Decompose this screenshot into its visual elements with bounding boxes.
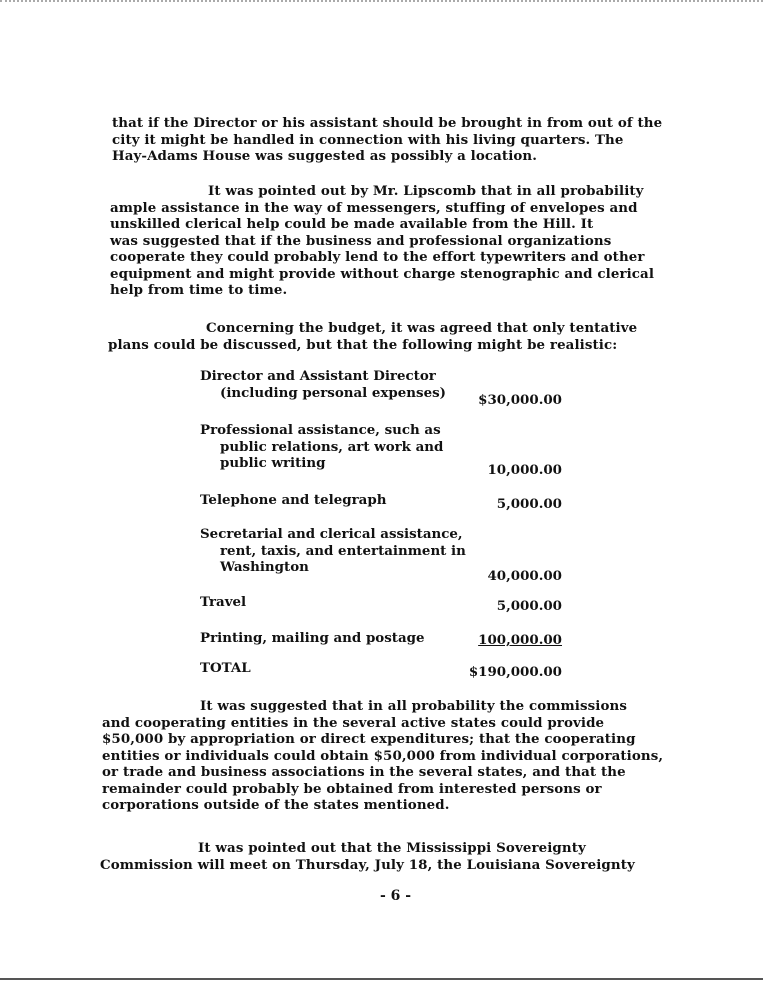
text-line: plans could be discussed, but that the following might be realistic:: [108, 336, 618, 353]
budget-label: TOTAL: [200, 660, 251, 676]
text-line: entities or individuals could obtain $50,000 from individual corporations,: [102, 747, 664, 764]
text-line: help from time to time.: [110, 282, 288, 298]
budget-label: (including personal expenses): [220, 384, 446, 401]
budget-label: Travel: [200, 594, 247, 610]
text-line: city it might be handled in connection with his living quarters. The: [112, 131, 624, 148]
bottom-edge-line: [0, 978, 763, 982]
budget-label: Printing, mailing and postage: [200, 630, 425, 646]
budget-amount: 100,000.00: [478, 632, 562, 648]
text-line: $50,000 by appropriation or direct expenditures; that the cooperating: [102, 731, 636, 747]
budget-row: [200, 594, 570, 614]
budget-label: Professional assistance, such as: [200, 422, 441, 438]
paragraph-5: [100, 840, 635, 873]
text-line: or trade and business associations in the several states, and that the: [102, 764, 626, 780]
text-line: Concerning the budget, it was agreed that only tentative: [206, 320, 638, 336]
text-line: and cooperating entities in the several active states could provide: [102, 714, 605, 731]
text-line: ample assistance in the way of messengers, stuffing of envelopes and: [110, 199, 638, 216]
text-line: It was suggested that in all probability the commissions: [200, 698, 627, 714]
page-number: - 6 -: [380, 888, 412, 904]
budget-amount: $30,000.00: [478, 392, 562, 408]
budget-label: public writing: [220, 455, 326, 471]
text-line: remainder could probably be obtained from interested persons or: [102, 780, 602, 797]
text-line: Hay-Adams House was suggested as possibly a location.: [112, 148, 538, 164]
paragraph-3: [108, 320, 637, 353]
paragraph-2: [110, 183, 654, 299]
budget-label: rent, taxis, and entertainment in: [220, 542, 466, 559]
budget-amount: 40,000.00: [487, 568, 562, 584]
budget-row: [200, 526, 570, 584]
text-line: It was pointed out that the Mississippi Sovereignty: [198, 840, 586, 856]
text-line: unskilled clerical help could be made available from the Hill. It: [110, 216, 594, 232]
budget-label: Secretarial and clerical assistance,: [200, 526, 463, 542]
text-line: cooperate they could probably lend to the effort typewriters and other: [110, 249, 645, 265]
budget-amount: 5,000.00: [496, 496, 562, 512]
text-line: corporations outside of the states mentioned.: [102, 797, 450, 813]
budget-amount: 10,000.00: [487, 462, 562, 478]
text-line: Commission will meet on Thursday, July 18, the Louisiana Sovereignty: [100, 856, 635, 873]
budget-label: Washington: [220, 559, 309, 575]
budget-row: [200, 492, 570, 512]
budget-label: Telephone and telegraph: [200, 492, 387, 508]
text-line: It was pointed out by Mr. Lipscomb that in all probability: [208, 183, 644, 199]
paragraph-1: [112, 115, 662, 165]
budget-row: [200, 422, 570, 478]
budget-total-amount: $190,000.00: [468, 664, 562, 680]
budget-amount: 5,000.00: [496, 598, 562, 614]
budget-row-total: [200, 660, 570, 680]
text-line: was suggested that if the business and professional organizations: [110, 232, 612, 249]
text-line: equipment and might provide without charge stenographic and clerical: [110, 265, 655, 282]
text-line: that if the Director or his assistant should be brought in from out of the: [112, 115, 663, 131]
paragraph-4: [102, 698, 663, 814]
top-edge-line: [0, 0, 763, 5]
budget-row: [200, 368, 570, 408]
budget-row: [200, 630, 570, 647]
budget-label: public relations, art work and: [220, 438, 444, 455]
budget-label: Director and Assistant Director: [200, 368, 436, 384]
